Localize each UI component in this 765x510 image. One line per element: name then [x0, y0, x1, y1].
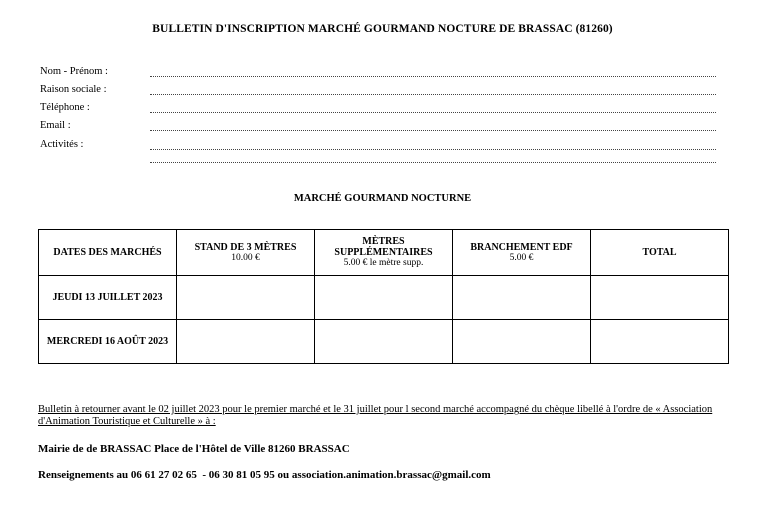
field-label: Email : [40, 120, 71, 131]
edf-cell[interactable] [453, 276, 591, 320]
column-header-dates [39, 230, 177, 276]
page-title: BULLETIN D'INSCRIPTION MARCHÉ GOURMAND NOCTURE DE BRASSAC (81260) [152, 23, 613, 35]
extra-metres-cell[interactable] [315, 276, 453, 320]
field-raison-sociale[interactable] [40, 84, 716, 98]
fill-line[interactable] [150, 76, 716, 77]
fill-line[interactable] [150, 162, 716, 163]
edf-cell[interactable] [453, 320, 591, 364]
column-header-total [591, 230, 729, 276]
field-nom-prenom[interactable] [40, 66, 716, 80]
field-telephone[interactable] [40, 102, 716, 116]
field-label: Nom - Prénom : [40, 66, 108, 77]
fill-line[interactable] [150, 112, 716, 113]
column-price: 5.00 € le mètre supp. [343, 258, 424, 268]
column-price: 5.00 € [509, 252, 534, 263]
column-label: MÈTRES SUPPLÉMENTAIRES [334, 236, 433, 258]
column-label: TOTAL [642, 247, 677, 258]
total-cell[interactable] [591, 276, 729, 320]
field-label: Raison sociale : [40, 84, 107, 95]
return-instructions: Bulletin à retourner avant le 02 juillet 2023 pour le premier marché et le 31 juillet pour l second marché accompagné du chèque libellé à l'ordre de « Association d'Animation Touristique et Culturelle » à : [38, 404, 713, 427]
field-activites[interactable] [40, 139, 716, 153]
column-label: DATES DES MARCHÉS [53, 247, 162, 258]
table-row [39, 276, 729, 320]
stand-cell[interactable] [177, 276, 315, 320]
mailing-address: Mairie de de BRASSAC Place de l'Hôtel de Ville 81260 BRASSAC [38, 443, 350, 455]
stand-cell[interactable] [177, 320, 315, 364]
column-price: 10.00 € [231, 252, 260, 263]
field-label: Téléphone : [40, 102, 90, 113]
table-row [39, 320, 729, 364]
column-header-metres [315, 230, 453, 276]
contact-info: Renseignements au 06 61 27 02 65 - 06 30 81 05 95 ou association.animation.brassac@gmail.com [38, 469, 491, 481]
column-label: BRANCHEMENT EDF [470, 241, 573, 253]
table-header-row [39, 230, 729, 276]
field-email[interactable] [40, 120, 716, 134]
market-date: JEUDI 13 JUILLET 2023 [39, 276, 177, 320]
total-cell[interactable] [591, 320, 729, 364]
fill-line[interactable] [150, 130, 716, 131]
column-header-stand [177, 230, 315, 276]
column-header-edf [453, 230, 591, 276]
fill-line[interactable] [150, 94, 716, 95]
field-activites-continued[interactable] [40, 152, 716, 166]
market-date: MERCREDI 16 AOÛT 2023 [39, 320, 177, 364]
field-label: Activités : [40, 139, 84, 150]
fill-line[interactable] [150, 149, 716, 150]
market-table [38, 229, 729, 364]
market-title: MARCHÉ GOURMAND NOCTURNE [293, 193, 472, 204]
column-label: STAND DE 3 MÈTRES [194, 241, 297, 253]
extra-metres-cell[interactable] [315, 320, 453, 364]
